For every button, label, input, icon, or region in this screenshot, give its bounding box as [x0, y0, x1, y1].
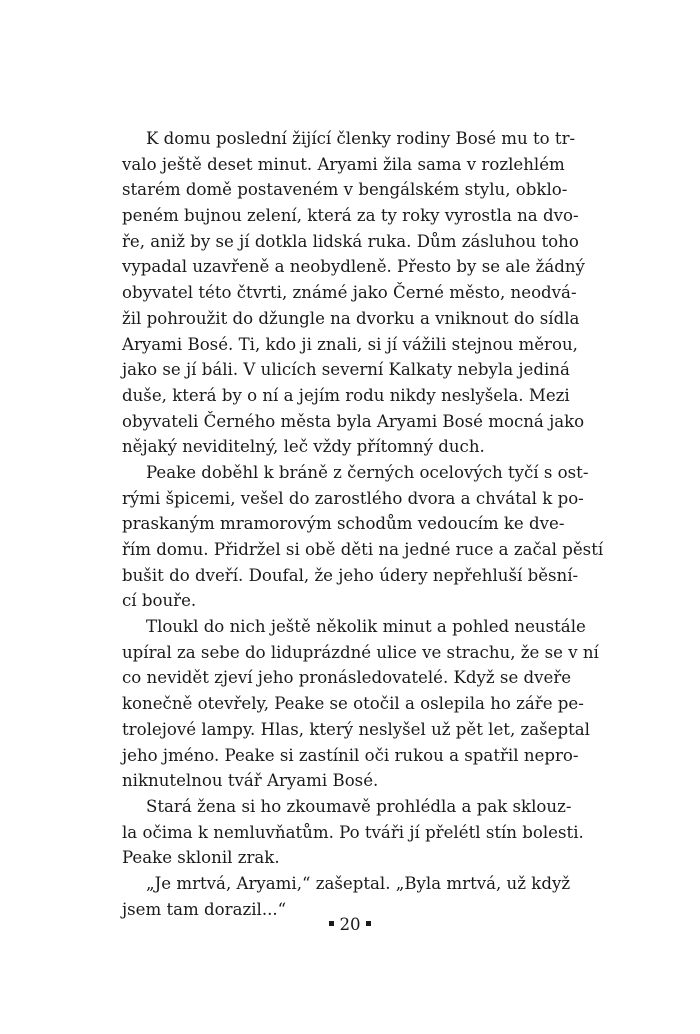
text-line: Aryami Bosé. Ti, kdo ji znali, si jí vážili stejnou měrou,	[122, 334, 578, 354]
text-line: upíral za sebe do liduprázdné ulice ve strachu, že se v ní	[122, 642, 599, 662]
text-line: Tloukl do nich ještě několik minut a pohled neustále	[146, 617, 586, 637]
body-text	[122, 126, 604, 922]
text-line: trolejové lampy. Hlas, který neslyšel už pět let, zašeptal	[122, 719, 590, 739]
paragraph	[122, 614, 599, 794]
text-line: jako se jí báli. V ulicích severní Kalkaty nebyla jediná	[122, 360, 570, 380]
text-line: žil pohroužit do džungle na dvorku a vniknout do sídla	[122, 308, 580, 328]
paragraph	[122, 460, 604, 614]
text-line: Peake sklonil zrak.	[122, 848, 280, 868]
text-line: jsem tam dorazil...“	[122, 899, 287, 919]
text-line: rými špicemi, vešel do zarostlého dvora a chvátal k po-	[122, 488, 584, 508]
text-line: nějaký neviditelný, leč vždy přítomný duch.	[122, 437, 485, 457]
text-line: la očima k nemluvňatům. Po tváři jí přelétl stín bolesti.	[122, 822, 584, 842]
text-line: obyvatel této čtvrti, známé jako Černé město, neodvá-	[122, 283, 577, 303]
bullet-left-icon	[329, 921, 334, 926]
text-line: „Je mrtvá, Aryami,“ zašeptal. „Byla mrtvá, už když	[146, 873, 571, 893]
text-line: řím domu. Přidržel si obě děti na jedné ruce a začal pěstí	[122, 540, 604, 559]
text-line: bušit do dveří. Doufal, že jeho údery nepřehluší běsní-	[122, 565, 579, 585]
text-line: cí bouře.	[122, 591, 197, 611]
text-line: praskaným mramorovým schodům vedoucím ke dve-	[122, 514, 565, 534]
text-line: duše, která by o ní a jejím rodu nikdy neslyšela. Mezi	[122, 385, 570, 405]
text-line: niknutelnou tvář Aryami Bosé.	[122, 771, 379, 791]
text-line: starém domě postaveném v bengálském stylu, obklo-	[122, 180, 568, 200]
bullet-right-icon	[366, 921, 371, 926]
text-line: konečně otevřely, Peake se otočil a oslepila ho záře pe-	[122, 694, 584, 714]
page-number: 20	[339, 915, 361, 934]
text-line: vypadal uzavřeně a neobydleně. Přesto by se ale žádný	[122, 257, 585, 277]
text-line: Peake doběhl k bráně z černých ocelových tyčí s ost-	[146, 462, 589, 482]
text-line: Stará žena si ho zkoumavě prohlédla a pak sklouz-	[146, 796, 572, 816]
page-footer	[0, 915, 700, 934]
text-line: co nevidět zjeví jeho pronásledovatelé. Když se dveře	[122, 668, 572, 688]
text-line: jeho jméno. Peake si zastínil oči rukou a spatřil nepro-	[122, 745, 579, 765]
paragraph	[122, 794, 584, 871]
text-line: valo ještě deset minut. Aryami žila sama v rozlehlém	[122, 154, 565, 174]
text-line: peném bujnou zelení, která za ty roky vyrostla na dvo-	[122, 206, 579, 226]
text-line: ře, aniž by se jí dotkla lidská ruka. Dům zásluhou toho	[122, 231, 579, 251]
text-line: K domu poslední žijící členky rodiny Bosé mu to tr-	[146, 129, 576, 148]
paragraph	[122, 126, 585, 460]
text-line: obyvateli Černého města byla Aryami Bosé mocná jako	[122, 411, 585, 431]
